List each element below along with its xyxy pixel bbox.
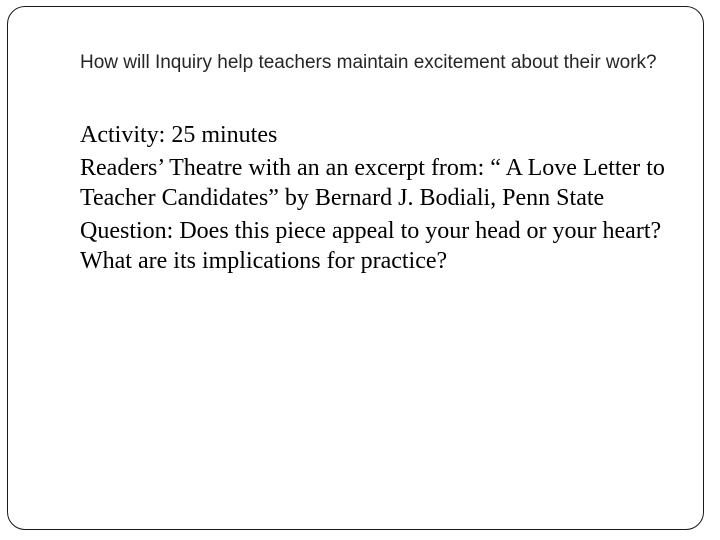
slide-body xyxy=(80,120,690,276)
body-paragraph-readers-theatre: Readers’ Theatre with an an excerpt from: “ A Love Letter to Teacher Candidates” by Bernard J. Bodiali, Penn State xyxy=(80,155,665,211)
body-paragraph-activity: Activity: 25 minutes xyxy=(80,122,278,148)
body-paragraph-question: Question: Does this piece appeal to your head or your heart? What are its implications for practice? xyxy=(80,218,662,274)
slide-title: How will Inquiry help teachers maintain excitement about their work? xyxy=(80,52,657,73)
